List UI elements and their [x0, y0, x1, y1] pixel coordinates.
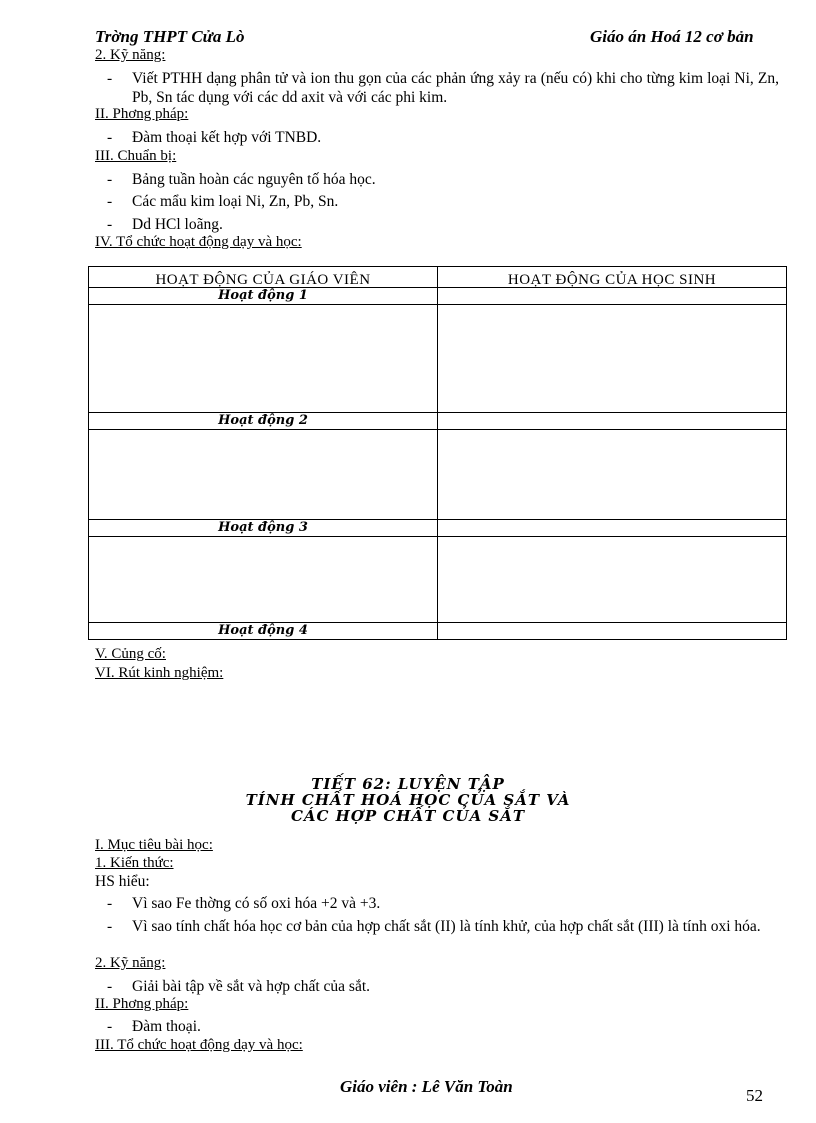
organization-heading: IV. Tổ chức hoạt động dạy và học:	[95, 234, 302, 250]
activity-label-empty	[438, 288, 787, 305]
student-activity-cell	[438, 537, 787, 623]
bullet-text: Viết PTHH dạng phân tử và ion thu gọn của các phản ứng xảy ra (nếu có) khi cho từng kim loại Ni, Zn, Pb, Sn tác dụng với các dd axit và với các phi kim.	[132, 70, 779, 106]
header-school: Trờng THPT Cửa Lò	[95, 27, 245, 46]
activity-label: Hoạt động 2	[89, 413, 438, 430]
footer-teacher: Giáo viên : Lê Văn Toàn	[340, 1077, 513, 1096]
bullet-text: Đàm thoại.	[132, 1018, 201, 1035]
teacher-activity-cell	[89, 537, 438, 623]
student-column-header: HOẠT ĐỘNG CỦA HỌC SINH	[438, 267, 787, 288]
bullet-text: Bảng tuần hoàn các nguyên tố hóa học.	[132, 171, 376, 188]
bullet-dash: -	[107, 70, 113, 87]
activity-label-row	[89, 413, 787, 430]
activity-body-row	[89, 537, 787, 623]
bullet-text: Đàm thoại kết hợp với TNBD.	[132, 129, 322, 146]
table-header-row	[89, 267, 787, 288]
skills-heading: 2. Kỹ năng:	[95, 47, 166, 63]
method-heading: II. Phơng pháp:	[95, 106, 189, 122]
activity-label: Hoạt động 4	[89, 623, 438, 640]
bullet-text: Vì sao Fe thờng có số oxi hóa +2 và +3.	[132, 895, 381, 912]
page-number: 52	[746, 1086, 763, 1105]
skills-heading-2: 2. Kỹ năng:	[95, 955, 166, 971]
activity-label: Hoạt động 1	[89, 288, 438, 305]
bullet-dash: -	[107, 1018, 113, 1035]
lesson-title-line-3: CÁC HỢP CHẤT CỦA SẮT	[290, 807, 526, 825]
student-activity-cell	[438, 305, 787, 413]
activity-table	[88, 266, 787, 640]
bullet-text: Dd HCl loãng.	[132, 216, 223, 233]
goals-heading: I. Mục tiêu bài học:	[95, 837, 213, 853]
experience-heading: VI. Rút kinh nghiệm:	[95, 665, 224, 681]
bullet-dash: -	[107, 216, 113, 233]
activity-label-row	[89, 520, 787, 537]
lesson-title-line-1: TIẾT 62: LUYỆN TẬP	[311, 775, 505, 793]
activity-label-empty	[438, 413, 787, 430]
bullet-text: Giải bài tập về sắt và hợp chất của sắt.	[132, 978, 371, 995]
bullet-dash: -	[107, 129, 113, 146]
prep-heading: III. Chuẩn bị:	[95, 148, 177, 164]
activity-label-empty	[438, 520, 787, 537]
bullet-dash: -	[107, 193, 113, 210]
activity-body-row	[89, 430, 787, 520]
bullet-dash: -	[107, 918, 113, 935]
bullet-dash: -	[107, 895, 113, 912]
activity-label: Hoạt động 3	[89, 520, 438, 537]
consolidation-heading: V. Củng cố:	[95, 646, 166, 662]
lesson-title-line-2: TÍNH CHẤT HOÁ HỌC CỦA SẮT VÀ	[245, 791, 571, 809]
student-activity-cell	[438, 430, 787, 520]
bullet-dash: -	[107, 171, 113, 188]
bullet-text: Vì sao tính chất hóa học cơ bản của hợp chất sắt (II) là tính khử, của hợp chất sắt (III) là tính oxi hóa.	[132, 918, 761, 935]
teacher-column-header: HOẠT ĐỘNG CỦA GIÁO VIÊN	[89, 267, 438, 288]
activity-label-row	[89, 623, 787, 640]
activity-label-empty	[438, 623, 787, 640]
hs-understand: HS hiểu:	[95, 873, 150, 890]
knowledge-heading: 1. Kiến thức:	[95, 855, 174, 871]
skills-bullet	[107, 69, 779, 109]
knowledge-bullet-2	[107, 917, 779, 955]
teacher-activity-cell	[89, 305, 438, 413]
activity-body-row	[89, 305, 787, 413]
teacher-activity-cell	[89, 430, 438, 520]
bullet-text: Các mẩu kim loại Ni, Zn, Pb, Sn.	[132, 193, 339, 210]
organization-heading-2: III. Tổ chức hoạt động dạy và học:	[95, 1037, 303, 1053]
bullet-dash: -	[107, 978, 113, 995]
activity-label-row	[89, 288, 787, 305]
method-heading-2: II. Phơng pháp:	[95, 996, 189, 1012]
header-subject: Giáo án Hoá 12 cơ bản	[590, 27, 754, 46]
